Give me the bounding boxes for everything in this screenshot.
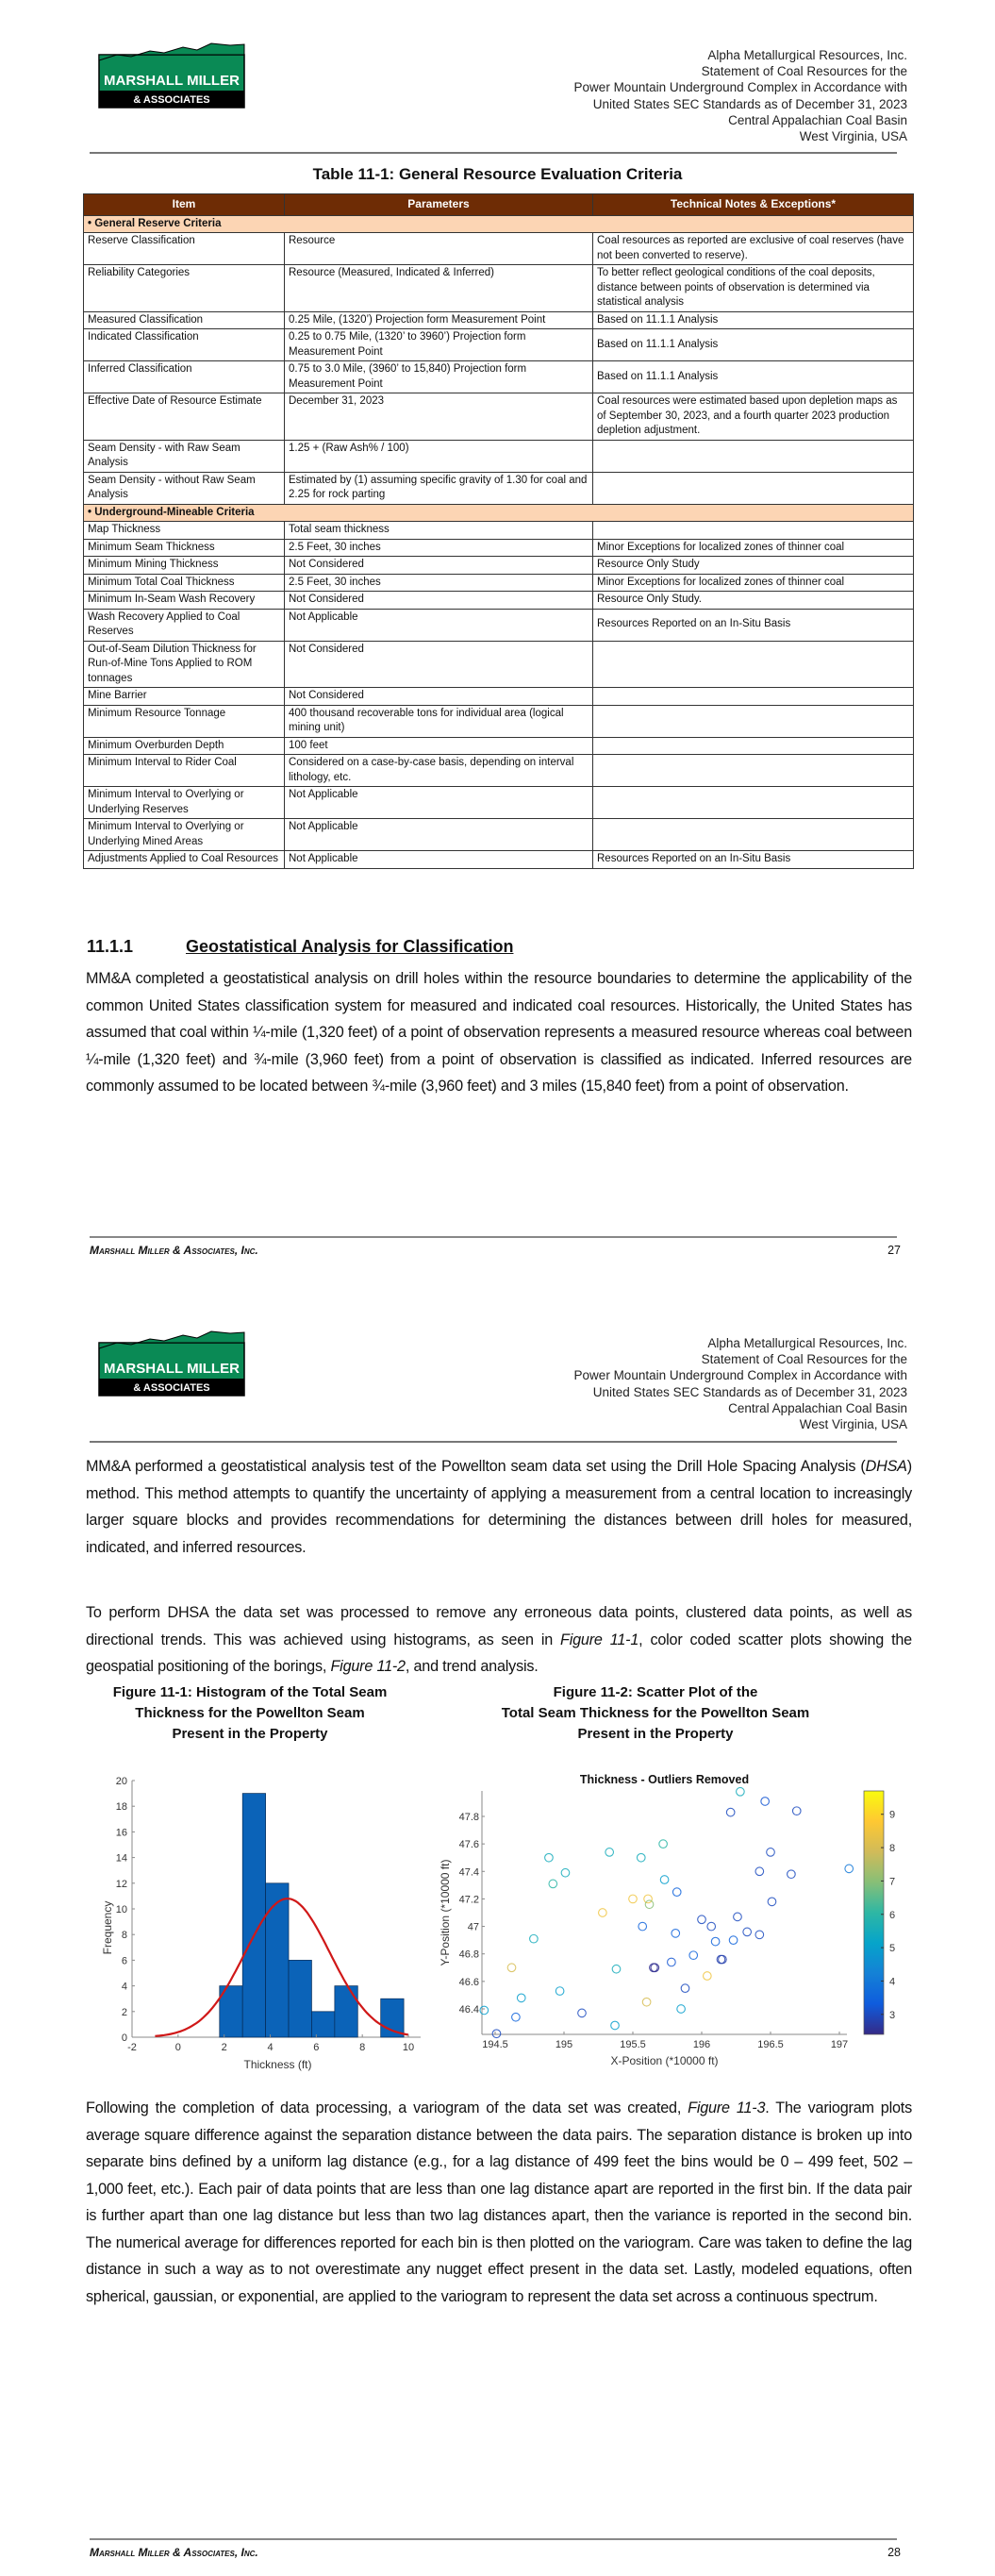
cell-parameters: Not Considered: [285, 592, 593, 610]
header-line: Alpha Metallurgical Resources, Inc.: [707, 48, 907, 62]
table-row: [84, 641, 914, 688]
header-line: Statement of Coal Resources for the: [701, 64, 907, 79]
cell-item: Measured Classification: [84, 311, 285, 329]
column-header: Parameters: [285, 194, 593, 216]
y-tick-label: 46.8: [458, 1949, 479, 1961]
scatter-point: [734, 1913, 742, 1921]
y-tick-label: 47.6: [458, 1839, 479, 1851]
caption-line: Present in the Property: [577, 1726, 734, 1742]
colorbar-tick-label: 9: [889, 1809, 896, 1821]
text-italic: DHSA: [865, 1458, 907, 1475]
cell-notes: Resources Reported on an In-Situ Basis: [593, 609, 914, 641]
table-section-row: [84, 215, 914, 233]
scatter-point: [561, 1868, 570, 1877]
scatter-point: [755, 1867, 764, 1876]
footer-divider: [90, 1236, 897, 1238]
colorbar-tick-label: 8: [889, 1843, 896, 1855]
scatter-point: [517, 1994, 525, 2002]
cell-item: Effective Date of Resource Estimate: [84, 393, 285, 441]
text: , color coded scatter plots showing the geospatial positioning of the borings,: [86, 1631, 912, 1675]
header-line: United States SEC Standards as of December 31, 2023: [592, 96, 907, 111]
y-tick-label: 10: [115, 1904, 127, 1915]
paragraph: [86, 2095, 912, 2310]
cell-notes: [593, 787, 914, 819]
table-title: Table 11-1: General Resource Evaluation Criteria: [312, 165, 683, 183]
bullet-icon: •: [88, 217, 95, 229]
text: . The variogram plots average square difference against the separation distance between the data pairs. The separation distance is broken up into separate bins defined by a uniform lag distance (e.g., for a lag distance of 499 feet the bins would be 0 – 499 feet, 502 – 1,000 feet, etc.). Each pair of data points that are less than one lag distance apart are reported in the first bin. If the data pair is further apart than one lag distance but less than two lag distances apart, then the variance is reported in the second bin. The numerical average for differences reported for each bin is then plotted on the variogram. Care was taken to define the lag distance in such a way as to not overestimate any nugget effect present in the data set. Lastly, modeled equations, often spherical, gaussian, or exponential, are applied to the variogram to represent the data set across a continuous spectrum.: [86, 2099, 912, 2305]
page-number: 27: [887, 1244, 901, 1257]
histogram-chart: [85, 1755, 443, 2095]
cell-notes: Based on 11.1.1 Analysis: [593, 329, 914, 361]
column-header: Item: [84, 194, 285, 216]
cell-item: Minimum Total Coal Thickness: [84, 574, 285, 592]
cell-notes: Based on 11.1.1 Analysis: [593, 311, 914, 329]
cell-notes: [593, 472, 914, 504]
scatter-point: [767, 1848, 775, 1857]
text: To perform DHSA the data set was processed to remove any erroneous data points, clustered data points, as well as directional trends. This was achieved using histograms, as seen in: [86, 1604, 912, 1648]
scatter-point: [743, 1928, 752, 1936]
cell-item: Reliability Categories: [84, 265, 285, 312]
table-row: [84, 233, 914, 265]
cell-notes: To better reflect geological conditions of the coal deposits, distance between points of observation is determined via statistical analysis: [593, 265, 914, 312]
section-title: Geostatistical Analysis for Classification: [186, 937, 514, 956]
histogram-bar: [311, 2012, 334, 2037]
x-tick-label: 194.5: [482, 2039, 508, 2050]
x-tick-label: 0: [174, 2042, 181, 2053]
scatter-point: [642, 1998, 651, 2006]
y-tick-label: 0: [121, 2032, 127, 2044]
histogram-bar: [335, 1986, 357, 2037]
logo-subtext: & ASSOCIATES: [133, 1382, 210, 1394]
scatter-point: [645, 1900, 654, 1909]
colorbar: [864, 1791, 884, 2034]
scatter-point: [788, 1870, 796, 1879]
table-row: [84, 574, 914, 592]
table-row: [84, 472, 914, 504]
cell-item: Minimum Seam Thickness: [84, 539, 285, 557]
cell-parameters: 1.25 + (Raw Ash% / 100): [285, 440, 593, 472]
x-tick-label: -2: [127, 2042, 137, 2053]
section-label: Underground-Mineable Criteria: [94, 506, 255, 518]
cell-item: Mine Barrier: [84, 688, 285, 706]
table-row: [84, 522, 914, 540]
table-row: [84, 539, 914, 557]
x-tick-label: 197: [830, 2039, 849, 2050]
footer-company: Marshall Miller & Associates, Inc.: [90, 2546, 258, 2559]
cell-parameters: Not Considered: [285, 557, 593, 575]
cell-notes: [593, 705, 914, 737]
scatter-point: [638, 1922, 647, 1931]
column-header: Technical Notes & Exceptions*: [593, 194, 914, 216]
scatter-point: [545, 1853, 554, 1862]
scatter-point: [492, 2030, 501, 2038]
footer-divider: [90, 2538, 897, 2540]
cell-notes: [593, 755, 914, 787]
cell-parameters: Not Applicable: [285, 609, 593, 641]
document-header: [574, 1335, 907, 1432]
cell-notes: [593, 688, 914, 706]
scatter-point: [480, 2006, 489, 2015]
scatter-point: [672, 1888, 681, 1897]
x-axis-label: X-Position (*10000 ft): [610, 2054, 719, 2067]
scatter-point: [755, 1931, 764, 1939]
cell-item: Minimum Overburden Depth: [84, 737, 285, 755]
scatter-point: [707, 1922, 716, 1931]
cell-item: Map Thickness: [84, 522, 285, 540]
table-row: [84, 329, 914, 361]
figure-reference: Figure 11-2: [330, 1658, 406, 1675]
table-row: [84, 361, 914, 393]
scatter-point: [668, 1958, 676, 1966]
logo-subtext: & ASSOCIATES: [133, 94, 210, 106]
scatter-point: [681, 1984, 689, 1993]
cell-item: Minimum Resource Tonnage: [84, 705, 285, 737]
cell-notes: Based on 11.1.1 Analysis: [593, 361, 914, 393]
cell-parameters: 0.25 Mile, (1320’) Projection form Measurement Point: [285, 311, 593, 329]
cell-notes: Minor Exceptions for localized zones of thinner coal: [593, 539, 914, 557]
section-title: [84, 215, 914, 233]
x-tick-label: 6: [313, 2042, 320, 2053]
cell-item: Out-of-Seam Dilution Thickness for Run-of-Mine Tons Applied to ROM tonnages: [84, 641, 285, 688]
y-tick-label: 4: [121, 1981, 127, 1993]
caption-line: Present in the Property: [172, 1726, 328, 1742]
figure-reference: Figure 11-1: [560, 1631, 639, 1648]
x-tick-label: 195.5: [620, 2039, 646, 2050]
cell-parameters: Total seam thickness: [285, 522, 593, 540]
cell-notes: Coal resources as reported are exclusive of coal reserves (have not been converted to reserve).: [593, 233, 914, 265]
caption-line: Total Seam Thickness for the Powellton Seam: [501, 1705, 810, 1721]
y-tick-label: 12: [115, 1878, 127, 1890]
paragraph: MM&A completed a geostatistical analysis on drill holes within the resource boundaries to determine the applicability of the common United States classification system for measured and indicated coal resources. Historically, the United States has assumed that coal within ¼-mile (1,320 feet) of a point of observation represents a measured resource whereas coal between ¼-mile (1,320 feet) and ¾-mile (3,960 feet) from a point of observation is classified as indicated. Inferred resources are commonly assumed to be located between ¾-mile (3,960 feet) and 3 miles (15,840 feet) from a point of observation.: [86, 970, 912, 1095]
caption-line: Thickness for the Powellton Seam: [135, 1705, 365, 1721]
y-tick-label: 8: [121, 1930, 127, 1942]
cell-item: Wash Recovery Applied to Coal Reserves: [84, 609, 285, 641]
scatter-point: [612, 1965, 621, 1973]
scatter-point: [512, 2013, 521, 2021]
resource-criteria-table: [83, 193, 914, 869]
scatter-point: [768, 1898, 776, 1906]
scatter-point: [611, 2021, 620, 2030]
histogram-bar: [266, 1883, 289, 2037]
y-tick-label: 14: [115, 1852, 127, 1865]
header-line: Statement of Coal Resources for the: [701, 1352, 907, 1367]
y-tick-label: 2: [121, 2006, 127, 2018]
cell-notes: Resource Only Study: [593, 557, 914, 575]
colorbar-tick-label: 7: [889, 1876, 896, 1888]
page-28: [0, 1288, 995, 2576]
cell-parameters: Considered on a case-by-case basis, depending on interval lithology, etc.: [285, 755, 593, 787]
scatter-point: [689, 1951, 698, 1960]
scatter-point: [698, 1915, 706, 1924]
logo-text: MARSHALL MILLER: [104, 73, 240, 89]
scatter-point: [737, 1787, 745, 1796]
scatter-point: [761, 1798, 770, 1806]
y-tick-label: 47: [467, 1921, 479, 1933]
scatter-chart: [439, 1755, 915, 2095]
cell-item: Seam Density - without Raw Seam Analysis: [84, 472, 285, 504]
histogram-bar: [242, 1794, 265, 2037]
scatter-point: [644, 1895, 653, 1903]
caption-line: Figure 11-2: Scatter Plot of the: [553, 1684, 758, 1700]
cell-parameters: Not Considered: [285, 688, 593, 706]
table-row: [84, 755, 914, 787]
y-tick-label: 20: [115, 1776, 127, 1787]
header-line: Central Appalachian Coal Basin: [728, 1400, 907, 1415]
x-tick-label: 10: [402, 2042, 415, 2053]
table-row: [84, 592, 914, 610]
figure-caption: [90, 1682, 410, 1745]
cell-item: Seam Density - with Raw Seam Analysis: [84, 440, 285, 472]
y-tick-label: 46.4: [458, 2004, 479, 2016]
cell-notes: Resources Reported on an In-Situ Basis: [593, 851, 914, 869]
cell-item: Indicated Classification: [84, 329, 285, 361]
cell-parameters: Resource (Measured, Indicated & Inferred): [285, 265, 593, 312]
company-logo: [98, 42, 245, 109]
cell-notes: [593, 440, 914, 472]
cell-item: Minimum Interval to Overlying or Underlying Mined Areas: [84, 819, 285, 851]
scatter-point: [704, 1972, 712, 1981]
scatter-point: [605, 1848, 614, 1857]
y-tick-label: 46.6: [458, 1976, 479, 1988]
page-number: 28: [887, 2546, 901, 2559]
scatter-point: [629, 1895, 638, 1903]
cell-notes: Resource Only Study.: [593, 592, 914, 610]
header-divider: [90, 1441, 897, 1443]
document-header: [574, 47, 907, 144]
cell-item: Reserve Classification: [84, 233, 285, 265]
scatter-point: [578, 2009, 587, 2017]
table-row: [84, 688, 914, 706]
scatter-point: [711, 1937, 720, 1946]
cell-parameters: December 31, 2023: [285, 393, 593, 441]
header-line: West Virginia, USA: [799, 129, 907, 144]
section-number: 11.1.1: [87, 937, 134, 956]
x-tick-label: 4: [267, 2042, 274, 2053]
header-line: Power Mountain Underground Complex in Accordance with: [573, 80, 907, 95]
table-section-row: [84, 504, 914, 522]
x-tick-label: 196.5: [757, 2039, 784, 2050]
x-tick-label: 195: [555, 2039, 573, 2050]
cell-notes: [593, 819, 914, 851]
text: MM&A performed a geostatistical analysis test of the Powellton seam data set using the Drill Hole Spacing Analysis (: [86, 1458, 866, 1475]
figure-caption: [467, 1682, 844, 1745]
scatter-point: [792, 1807, 801, 1815]
cell-notes: [593, 737, 914, 755]
table-row: [84, 557, 914, 575]
company-logo: [98, 1330, 245, 1397]
histogram-bar: [289, 1960, 311, 2037]
footer-company: Marshall Miller & Associates, Inc.: [90, 1244, 258, 1257]
y-axis-label: Y-Position (*10000 ft): [439, 1859, 452, 1966]
y-tick-label: 47.4: [458, 1866, 479, 1879]
section-label: General Reserve Criteria: [94, 217, 222, 229]
header-divider: [90, 152, 897, 154]
colorbar-tick-label: 3: [889, 2009, 896, 2021]
table-row: [84, 609, 914, 641]
scatter-point: [637, 1853, 645, 1862]
y-tick-label: 18: [115, 1801, 127, 1814]
cell-notes: Coal resources were estimated based upon depletion maps as of September 30, 2023, and a fourth quarter 2023 production depletion adjustment.: [593, 393, 914, 441]
scatter-point: [530, 1934, 539, 1943]
cell-parameters: 0.25 to 0.75 Mile, (1320’ to 3960’) Projection form Measurement Point: [285, 329, 593, 361]
cell-item: Minimum In-Seam Wash Recovery: [84, 592, 285, 610]
scatter-point: [556, 1987, 564, 1996]
cell-parameters: 2.5 Feet, 30 inches: [285, 574, 593, 592]
table-row: [84, 787, 914, 819]
y-tick-label: 16: [115, 1827, 127, 1839]
cell-item: Minimum Interval to Overlying or Underlying Reserves: [84, 787, 285, 819]
text: ) method. This method attempts to quantify the uncertainty of applying a measurement from a central location to increasingly larger square blocks and provides recommendations for determining the distances between drill holes for measured, indicated, and inferred resources.: [86, 1458, 912, 1556]
scatter-point: [729, 1936, 738, 1945]
cell-item: Minimum Interval to Rider Coal: [84, 755, 285, 787]
bullet-icon: •: [88, 506, 95, 518]
x-tick-label: 2: [221, 2042, 227, 2053]
colorbar-tick-label: 4: [889, 1976, 896, 1988]
chart-title: Thickness - Outliers Removed: [579, 1773, 750, 1786]
x-axis-label: Thickness (ft): [243, 2058, 312, 2071]
header-line: Alpha Metallurgical Resources, Inc.: [707, 1336, 907, 1350]
cell-notes: [593, 522, 914, 540]
y-tick-label: 6: [121, 1955, 127, 1967]
scatter-point: [599, 1909, 607, 1917]
cell-parameters: Resource: [285, 233, 593, 265]
section-heading: [87, 937, 513, 957]
section-title: [84, 504, 914, 522]
scatter-point: [845, 1865, 854, 1873]
table-row: [84, 705, 914, 737]
cell-parameters: 100 feet: [285, 737, 593, 755]
colorbar-tick-label: 6: [889, 1909, 896, 1921]
cell-item: Minimum Mining Thickness: [84, 557, 285, 575]
scatter-point: [677, 2005, 686, 2014]
table-row: [84, 440, 914, 472]
x-tick-label: 196: [692, 2039, 711, 2050]
scatter-point: [507, 1964, 516, 1972]
caption-line: Figure 11-1: Histogram of the Total Seam: [112, 1684, 388, 1700]
cell-parameters: 2.5 Feet, 30 inches: [285, 539, 593, 557]
table-row: [84, 311, 914, 329]
x-tick-label: 8: [359, 2042, 366, 2053]
cell-parameters: 0.75 to 3.0 Mile, (3960’ to 15,840) Projection form Measurement Point: [285, 361, 593, 393]
cell-parameters: Not Applicable: [285, 787, 593, 819]
scatter-point: [549, 1880, 557, 1888]
cell-notes: [593, 641, 914, 688]
y-axis-label: Frequency: [101, 1900, 114, 1955]
cell-item: Inferred Classification: [84, 361, 285, 393]
cell-parameters: Not Considered: [285, 641, 593, 688]
cell-parameters: Not Applicable: [285, 819, 593, 851]
figure-reference: Figure 11-3: [688, 2099, 766, 2116]
table-row: [84, 393, 914, 441]
header-line: United States SEC Standards as of December 31, 2023: [592, 1384, 907, 1399]
paragraph: [86, 1599, 912, 1681]
cell-item: Adjustments Applied to Coal Resources: [84, 851, 285, 869]
scatter-point: [660, 1876, 669, 1884]
cell-parameters: Not Applicable: [285, 851, 593, 869]
table-row: [84, 851, 914, 869]
y-tick-label: 47.2: [458, 1894, 479, 1906]
header-line: Central Appalachian Coal Basin: [728, 112, 907, 127]
cell-parameters: Estimated by (1) assuming specific gravity of 1.30 for coal and 2.25 for rock parting: [285, 472, 593, 504]
text: , and trend analysis.: [405, 1658, 539, 1675]
header-line: Power Mountain Underground Complex in Accordance with: [573, 1368, 907, 1383]
header-line: West Virginia, USA: [799, 1417, 907, 1432]
cell-parameters: 400 thousand recoverable tons for individual area (logical mining unit): [285, 705, 593, 737]
scatter-point: [672, 1930, 680, 1938]
logo-text: MARSHALL MILLER: [104, 1361, 240, 1377]
cell-notes: Minor Exceptions for localized zones of thinner coal: [593, 574, 914, 592]
text: Following the completion of data processing, a variogram of the data set was created,: [86, 2099, 688, 2116]
paragraph: [86, 1453, 912, 1561]
y-tick-label: 47.8: [458, 1812, 479, 1823]
table-row: [84, 737, 914, 755]
scatter-point: [726, 1808, 735, 1816]
colorbar-tick-label: 5: [889, 1943, 896, 1955]
scatter-point: [659, 1840, 668, 1848]
table-row: [84, 265, 914, 312]
table-row: [84, 819, 914, 851]
